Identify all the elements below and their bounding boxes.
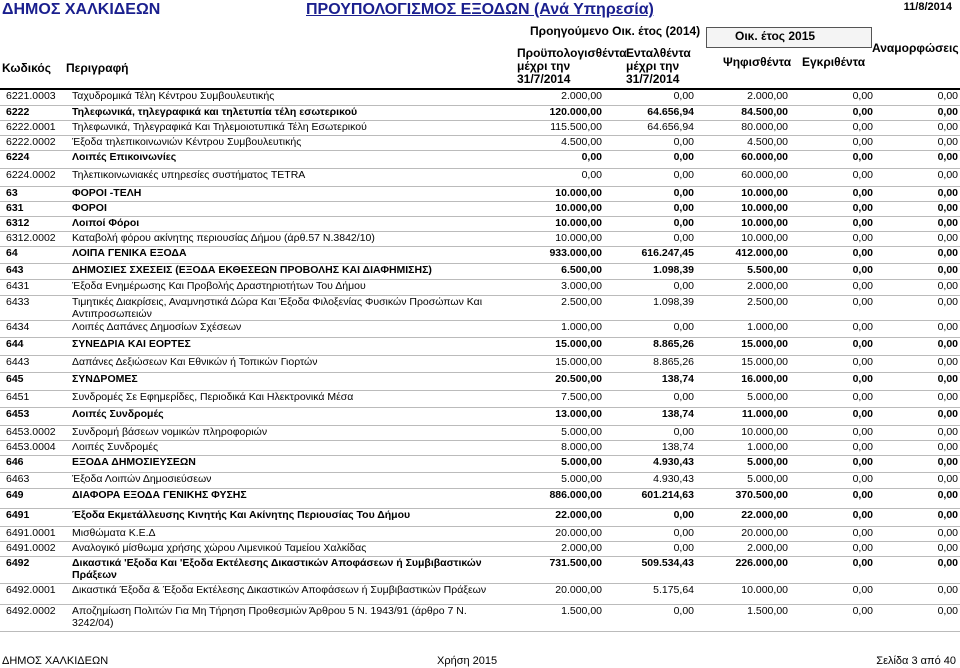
row-budgeted: 5.000,00 — [504, 472, 604, 488]
row-code: 643 — [0, 263, 70, 279]
table-row — [0, 168, 960, 186]
row-budgeted: 13.000,00 — [504, 407, 604, 425]
table-row — [0, 583, 960, 604]
report-header — [0, 0, 960, 96]
row-description: Λοιπές Επικοινωνίες — [70, 150, 504, 168]
table-row — [0, 472, 960, 488]
row-voted: 20.000,00 — [696, 526, 790, 541]
row-voted: 5.000,00 — [696, 455, 790, 472]
table-row — [0, 455, 960, 472]
table-row — [0, 372, 960, 390]
col-header-voted: Ψηφισθέντα — [723, 55, 792, 69]
cur-year-label: Οικ. έτος 2015 — [735, 29, 816, 43]
footer-page-number: Σελίδα 3 από 40 — [876, 655, 956, 667]
row-budgeted: 6.500,00 — [504, 263, 604, 279]
row-code: 6492.0001 — [0, 583, 70, 604]
row-description: Λοιποί Φόροι — [70, 216, 504, 231]
row-approved: 0,00 — [790, 604, 875, 631]
row-adjustments: 0,00 — [875, 337, 960, 355]
table-row — [0, 440, 960, 455]
row-voted: 15.000,00 — [696, 355, 790, 372]
row-approved: 0,00 — [790, 295, 875, 320]
row-voted: 10.000,00 — [696, 231, 790, 246]
row-description: ΣΥΝΔΡΟΜΕΣ — [70, 372, 504, 390]
row-code: 6222 — [0, 105, 70, 120]
table-row — [0, 295, 960, 320]
row-description: Ταχυδρομικά Τέλη Κέντρου Συμβουλευτικής — [70, 90, 504, 105]
row-code: 6453.0004 — [0, 440, 70, 455]
row-adjustments: 0,00 — [875, 246, 960, 263]
table-row — [0, 541, 960, 556]
row-code: 6224.0002 — [0, 168, 70, 186]
row-approved: 0,00 — [790, 541, 875, 556]
row-ordered: 0,00 — [604, 90, 696, 105]
col-header-ordered: Ενταλθέντα μέχρι την 31/7/2014 — [626, 46, 691, 86]
row-code: 6492.0002 — [0, 604, 70, 631]
row-approved: 0,00 — [790, 556, 875, 583]
row-description: Δαπάνες Δεξιώσεων Και Εθνικών ή Τοπικών Γιορτών — [70, 355, 504, 372]
row-voted: 370.500,00 — [696, 488, 790, 508]
row-ordered: 0,00 — [604, 150, 696, 168]
row-voted: 22.000,00 — [696, 508, 790, 526]
row-budgeted: 1.000,00 — [504, 320, 604, 337]
page-footer — [0, 655, 960, 668]
table-row — [0, 246, 960, 263]
row-approved: 0,00 — [790, 526, 875, 541]
row-ordered: 0,00 — [604, 425, 696, 440]
row-voted: 10.000,00 — [696, 186, 790, 201]
row-approved: 0,00 — [790, 135, 875, 150]
row-ordered: 0,00 — [604, 186, 696, 201]
footer-fiscal-year: Χρήση 2015 — [437, 655, 498, 667]
row-adjustments: 0,00 — [875, 488, 960, 508]
table-row — [0, 186, 960, 201]
row-budgeted: 20.500,00 — [504, 372, 604, 390]
row-budgeted: 0,00 — [504, 150, 604, 168]
row-voted: 16.000,00 — [696, 372, 790, 390]
row-voted: 10.000,00 — [696, 201, 790, 216]
row-code: 6491.0001 — [0, 526, 70, 541]
row-voted: 2.000,00 — [696, 279, 790, 295]
row-code: 649 — [0, 488, 70, 508]
row-code: 63 — [0, 186, 70, 201]
row-approved: 0,00 — [790, 472, 875, 488]
row-description: Τιμητικές Διακρίσεις, Αναμνηστικά Δώρα Και Έξοδα Φιλοξενίας Φυσικών Προσώπων Και Αντιπροσωπειών — [70, 295, 504, 320]
table-row — [0, 279, 960, 295]
row-ordered: 0,00 — [604, 168, 696, 186]
table-row — [0, 216, 960, 231]
row-adjustments: 0,00 — [875, 135, 960, 150]
table-row — [0, 390, 960, 407]
row-voted: 2.000,00 — [696, 90, 790, 105]
row-description: Έξοδα Λοιπών Δημοσιεύσεων — [70, 472, 504, 488]
row-adjustments: 0,00 — [875, 355, 960, 372]
row-adjustments: 0,00 — [875, 372, 960, 390]
row-adjustments: 0,00 — [875, 120, 960, 135]
row-voted: 4.500,00 — [696, 135, 790, 150]
row-approved: 0,00 — [790, 201, 875, 216]
table-row — [0, 120, 960, 135]
col-header-code: Κωδικός — [2, 61, 52, 75]
row-description: Συνδρομή βάσεων νομικών πληροφοριών — [70, 425, 504, 440]
row-code: 6491.0002 — [0, 541, 70, 556]
row-ordered: 0,00 — [604, 135, 696, 150]
row-approved: 0,00 — [790, 186, 875, 201]
table-row — [0, 556, 960, 583]
row-code: 631 — [0, 201, 70, 216]
row-code: 6463 — [0, 472, 70, 488]
row-code: 6491 — [0, 508, 70, 526]
row-budgeted: 10.000,00 — [504, 186, 604, 201]
row-ordered: 8.865,26 — [604, 355, 696, 372]
row-adjustments: 0,00 — [875, 604, 960, 631]
row-description: ΦΟΡΟΙ -ΤΕΛΗ — [70, 186, 504, 201]
row-ordered: 0,00 — [604, 320, 696, 337]
row-voted: 2.500,00 — [696, 295, 790, 320]
row-ordered: 138,74 — [604, 372, 696, 390]
row-description: Λοιπές Δαπάνες Δημοσίων Σχέσεων — [70, 320, 504, 337]
row-description: Δικαστικά 'Εξοδα Και 'Εξοδα Εκτέλεσης Δικαστικών Αποφάσεων ή Συμβιβαστικών Πράξεων — [70, 556, 504, 583]
report-date: 11/8/2014 — [903, 1, 952, 13]
row-approved: 0,00 — [790, 407, 875, 425]
row-approved: 0,00 — [790, 120, 875, 135]
table-row — [0, 604, 960, 631]
table-row — [0, 355, 960, 372]
row-approved: 0,00 — [790, 455, 875, 472]
row-adjustments: 0,00 — [875, 295, 960, 320]
row-budgeted: 20.000,00 — [504, 583, 604, 604]
row-adjustments: 0,00 — [875, 105, 960, 120]
row-ordered: 138,74 — [604, 440, 696, 455]
row-ordered: 0,00 — [604, 201, 696, 216]
row-budgeted: 3.000,00 — [504, 279, 604, 295]
row-ordered: 0,00 — [604, 541, 696, 556]
row-code: 6451 — [0, 390, 70, 407]
row-adjustments: 0,00 — [875, 583, 960, 604]
row-ordered: 0,00 — [604, 526, 696, 541]
table-row — [0, 526, 960, 541]
row-ordered: 4.930,43 — [604, 472, 696, 488]
row-adjustments: 0,00 — [875, 201, 960, 216]
row-description: Αποζημίωση Πολιτών Για Μη Τήρηση Προθεσμιών Άρθρου 5 Ν. 1943/91 (άρθρο 7 Ν. 3242/04) — [70, 604, 504, 631]
row-voted: 11.000,00 — [696, 407, 790, 425]
row-budgeted: 886.000,00 — [504, 488, 604, 508]
row-budgeted: 1.500,00 — [504, 604, 604, 631]
row-code: 6312 — [0, 216, 70, 231]
row-budgeted: 15.000,00 — [504, 355, 604, 372]
table-row — [0, 320, 960, 337]
col-header-budgeted: Προϋπολογισθέντα μέχρι την 31/7/2014 — [517, 46, 627, 86]
col-header-description: Περιγραφή — [66, 61, 129, 75]
row-approved: 0,00 — [790, 168, 875, 186]
row-voted: 1.000,00 — [696, 440, 790, 455]
row-adjustments: 0,00 — [875, 390, 960, 407]
row-code: 6492 — [0, 556, 70, 583]
row-voted: 10.000,00 — [696, 425, 790, 440]
row-adjustments: 0,00 — [875, 231, 960, 246]
row-ordered: 0,00 — [604, 279, 696, 295]
row-adjustments: 0,00 — [875, 425, 960, 440]
row-voted: 5.000,00 — [696, 472, 790, 488]
row-voted: 10.000,00 — [696, 216, 790, 231]
row-approved: 0,00 — [790, 488, 875, 508]
row-code: 6443 — [0, 355, 70, 372]
row-budgeted: 2.000,00 — [504, 90, 604, 105]
footer-municipality: ΔΗΜΟΣ ΧΑΛΚΙΔΕΩΝ — [2, 655, 109, 667]
row-voted: 60.000,00 — [696, 150, 790, 168]
row-code: 644 — [0, 337, 70, 355]
row-description: Καταβολή φόρου ακίνητης περιουσίας Δήμου (άρθ.57 Ν.3842/10) — [70, 231, 504, 246]
row-ordered: 1.098,39 — [604, 295, 696, 320]
row-adjustments: 0,00 — [875, 455, 960, 472]
row-description: Έξοδα Ενημέρωσης Και Προβολής Δραστηριοτήτων Του Δήμου — [70, 279, 504, 295]
row-ordered: 509.534,43 — [604, 556, 696, 583]
row-approved: 0,00 — [790, 231, 875, 246]
row-adjustments: 0,00 — [875, 472, 960, 488]
municipality-title: ΔΗΜΟΣ ΧΑΛΚΙΔΕΩΝ — [2, 1, 161, 18]
row-approved: 0,00 — [790, 355, 875, 372]
row-voted: 5.500,00 — [696, 263, 790, 279]
row-adjustments: 0,00 — [875, 556, 960, 583]
row-description: Τηλεφωνικά, Τηλεγραφικά Και Τηλεμοιοτυπικά Τέλη Εσωτερικού — [70, 120, 504, 135]
row-budgeted: 8.000,00 — [504, 440, 604, 455]
row-ordered: 5.175,64 — [604, 583, 696, 604]
row-budgeted: 7.500,00 — [504, 390, 604, 407]
row-budgeted: 5.000,00 — [504, 425, 604, 440]
row-description: Τηλεπικοινωνιακές υπηρεσίες συστήματος TETRA — [70, 168, 504, 186]
row-adjustments: 0,00 — [875, 263, 960, 279]
row-approved: 0,00 — [790, 337, 875, 355]
row-description: Αναλογικό μίσθωμα χρήσης χώρου Λιμενικού Ταμείου Χαλκίδας — [70, 541, 504, 556]
row-voted: 226.000,00 — [696, 556, 790, 583]
row-approved: 0,00 — [790, 216, 875, 231]
row-code: 6434 — [0, 320, 70, 337]
row-budgeted: 10.000,00 — [504, 231, 604, 246]
row-ordered: 616.247,45 — [604, 246, 696, 263]
row-ordered: 138,74 — [604, 407, 696, 425]
table-row — [0, 135, 960, 150]
row-description: Λοιπές Συνδρομές — [70, 407, 504, 425]
row-voted: 1.000,00 — [696, 320, 790, 337]
row-approved: 0,00 — [790, 372, 875, 390]
row-voted: 84.500,00 — [696, 105, 790, 120]
row-voted: 1.500,00 — [696, 604, 790, 631]
row-approved: 0,00 — [790, 583, 875, 604]
row-approved: 0,00 — [790, 279, 875, 295]
row-code: 646 — [0, 455, 70, 472]
row-adjustments: 0,00 — [875, 407, 960, 425]
row-description: ΔΙΑΦΟΡΑ ΕΞΟΔΑ ΓΕΝΙΚΗΣ ΦΥΣΗΣ — [70, 488, 504, 508]
row-ordered: 8.865,26 — [604, 337, 696, 355]
row-description: Έξοδα Εκμετάλλευσης Κινητής Και Ακίνητης Περιουσίας Του Δήμου — [70, 508, 504, 526]
table-row — [0, 263, 960, 279]
row-budgeted: 20.000,00 — [504, 526, 604, 541]
row-adjustments: 0,00 — [875, 186, 960, 201]
table-row — [0, 425, 960, 440]
row-adjustments: 0,00 — [875, 90, 960, 105]
row-code: 6222.0002 — [0, 135, 70, 150]
row-description: Συνδρομές Σε Εφημερίδες, Περιοδικά Και Ηλεκτρονικά Μέσα — [70, 390, 504, 407]
row-approved: 0,00 — [790, 246, 875, 263]
row-budgeted: 933.000,00 — [504, 246, 604, 263]
row-approved: 0,00 — [790, 150, 875, 168]
row-budgeted: 10.000,00 — [504, 201, 604, 216]
row-budgeted: 4.500,00 — [504, 135, 604, 150]
row-description: Δικαστικά Έξοδα & Έξοδα Εκτέλεσης Δικαστικών Αποφάσεων ή Συμβιβαστικών Πράξεων — [70, 583, 504, 604]
col-header-adjustments: Αναμορφώσεις — [872, 41, 959, 55]
row-adjustments: 0,00 — [875, 320, 960, 337]
row-description: ΕΞΟΔΑ ΔΗΜΟΣΙΕΥΣΕΩΝ — [70, 455, 504, 472]
budget-table — [0, 90, 960, 632]
table-row — [0, 90, 960, 105]
row-voted: 80.000,00 — [696, 120, 790, 135]
row-adjustments: 0,00 — [875, 541, 960, 556]
row-adjustments: 0,00 — [875, 216, 960, 231]
prev-year-label: Προηγούμενο Οικ. έτος (2014) — [530, 24, 701, 38]
row-ordered: 0,00 — [604, 216, 696, 231]
row-code: 64 — [0, 246, 70, 263]
row-approved: 0,00 — [790, 105, 875, 120]
row-ordered: 601.214,63 — [604, 488, 696, 508]
row-budgeted: 115.500,00 — [504, 120, 604, 135]
row-description: Μισθώματα Κ.Ε.Δ — [70, 526, 504, 541]
table-row — [0, 508, 960, 526]
table-row — [0, 407, 960, 425]
row-description: ΛΟΙΠΑ ΓΕΝΙΚΑ ΕΞΟΔΑ — [70, 246, 504, 263]
row-ordered: 64.656,94 — [604, 120, 696, 135]
row-code: 6433 — [0, 295, 70, 320]
row-ordered: 0,00 — [604, 390, 696, 407]
row-adjustments: 0,00 — [875, 168, 960, 186]
row-adjustments: 0,00 — [875, 440, 960, 455]
table-row — [0, 201, 960, 216]
row-ordered: 0,00 — [604, 508, 696, 526]
row-adjustments: 0,00 — [875, 150, 960, 168]
row-ordered: 1.098,39 — [604, 263, 696, 279]
row-voted: 412.000,00 — [696, 246, 790, 263]
row-approved: 0,00 — [790, 390, 875, 407]
budget-rows — [0, 90, 960, 631]
row-ordered: 0,00 — [604, 604, 696, 631]
row-budgeted: 731.500,00 — [504, 556, 604, 583]
row-approved: 0,00 — [790, 508, 875, 526]
row-code: 6453 — [0, 407, 70, 425]
row-approved: 0,00 — [790, 320, 875, 337]
row-budgeted: 2.000,00 — [504, 541, 604, 556]
table-row — [0, 488, 960, 508]
table-row — [0, 231, 960, 246]
row-adjustments: 0,00 — [875, 526, 960, 541]
row-approved: 0,00 — [790, 263, 875, 279]
table-row — [0, 150, 960, 168]
row-approved: 0,00 — [790, 440, 875, 455]
row-description: ΦΟΡΟΙ — [70, 201, 504, 216]
row-budgeted: 10.000,00 — [504, 216, 604, 231]
table-row — [0, 337, 960, 355]
row-budgeted: 15.000,00 — [504, 337, 604, 355]
row-approved: 0,00 — [790, 425, 875, 440]
row-code: 6453.0002 — [0, 425, 70, 440]
table-row — [0, 105, 960, 120]
row-approved: 0,00 — [790, 90, 875, 105]
report-title: ΠΡΟΥΠΟΛΟΓΙΣΜΟΣ ΕΞΟΔΩΝ (Ανά Υπηρεσία) — [306, 1, 654, 18]
row-adjustments: 0,00 — [875, 279, 960, 295]
row-voted: 60.000,00 — [696, 168, 790, 186]
row-description: Τηλεφωνικά, τηλεγραφικά και τηλετυπία τέλη εσωτερικού — [70, 105, 504, 120]
row-description: Λοιπές Συνδρομές — [70, 440, 504, 455]
row-description: ΔΗΜΟΣΙΕΣ ΣΧΕΣΕΙΣ (ΕΞΟΔΑ ΕΚΘΕΣΕΩΝ ΠΡΟΒΟΛΗΣ ΚΑΙ ΔΙΑΦΗΜΙΣΗΣ) — [70, 263, 504, 279]
row-description: ΣΥΝΕΔΡΙΑ ΚΑΙ ΕΟΡΤΕΣ — [70, 337, 504, 355]
row-voted: 5.000,00 — [696, 390, 790, 407]
row-ordered: 0,00 — [604, 231, 696, 246]
row-budgeted: 0,00 — [504, 168, 604, 186]
row-code: 6224 — [0, 150, 70, 168]
row-voted: 2.000,00 — [696, 541, 790, 556]
row-voted: 10.000,00 — [696, 583, 790, 604]
row-adjustments: 0,00 — [875, 508, 960, 526]
col-header-approved: Εγκριθέντα — [802, 55, 866, 69]
row-code: 6221.0003 — [0, 90, 70, 105]
row-code: 645 — [0, 372, 70, 390]
row-code: 6431 — [0, 279, 70, 295]
row-code: 6222.0001 — [0, 120, 70, 135]
row-budgeted: 2.500,00 — [504, 295, 604, 320]
row-budgeted: 120.000,00 — [504, 105, 604, 120]
row-ordered: 64.656,94 — [604, 105, 696, 120]
row-description: Έξοδα τηλεπικοινωνιών Κέντρου Συμβουλευτικής — [70, 135, 504, 150]
row-voted: 15.000,00 — [696, 337, 790, 355]
row-budgeted: 5.000,00 — [504, 455, 604, 472]
row-ordered: 4.930,43 — [604, 455, 696, 472]
row-code: 6312.0002 — [0, 231, 70, 246]
row-budgeted: 22.000,00 — [504, 508, 604, 526]
